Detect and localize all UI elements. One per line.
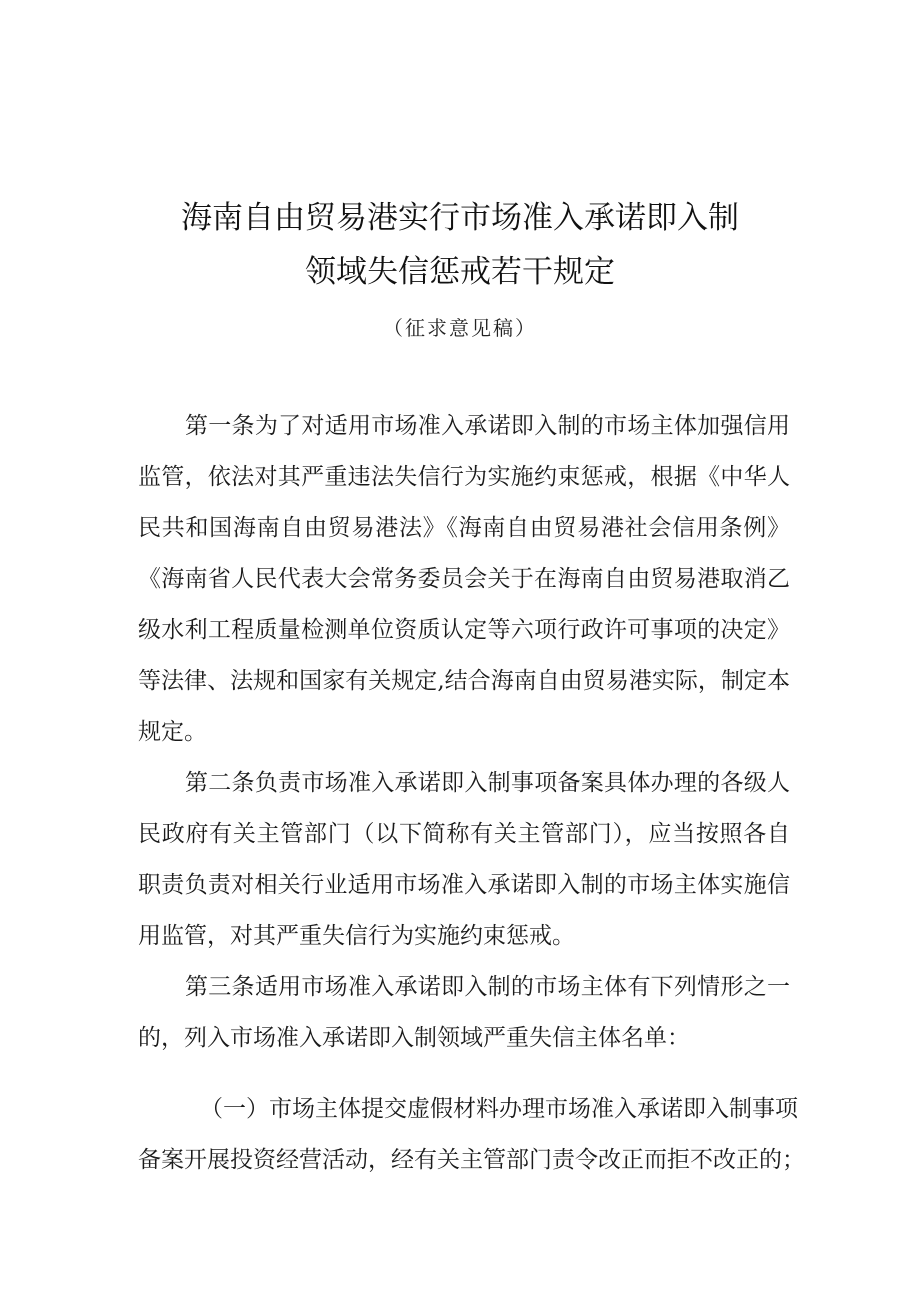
article-1-line-2: 监管，依法对其严重违法失信行为实施约束惩戒，根据《中华人 bbox=[138, 464, 790, 490]
article-1-line-7: 规定。 bbox=[138, 719, 207, 745]
article-1-line-6: 等法律、法规和国家有关规定,结合海南自由贸易港实际，制定本 bbox=[138, 668, 790, 694]
article-1-line-4: 《海南省人民代表大会常务委员会关于在海南自由贸易港取消乙 bbox=[138, 566, 790, 592]
article-1-line-1: 第一条为了对适用市场准入承诺即入制的市场主体加强信用 bbox=[185, 413, 790, 439]
document-subtitle: （征求意见稿） bbox=[383, 316, 537, 340]
item-1-line-2: 备案开展投资经营活动，经有关主管部门责令改正而拒不改正的； bbox=[138, 1147, 805, 1173]
article-2-line-1: 第二条负责市场准入承诺即入制事项备案具体办理的各级人 bbox=[185, 770, 790, 796]
item-1-line-1: （一）市场主体提交虚假材料办理市场准入承诺即入制事项 bbox=[200, 1096, 798, 1122]
document-title-line-2: 领域失信惩戒若干规定 bbox=[305, 254, 615, 290]
article-2-line-2: 民政府有关主管部门（以下简称有关主管部门），应当按照各自 bbox=[138, 821, 790, 847]
article-3-line-1: 第三条适用市场准入承诺即入制的市场主体有下列情形之一 bbox=[185, 974, 790, 1000]
article-1-line-5: 级水利工程质量检测单位资质认定等六项行政许可事项的决定》 bbox=[138, 617, 790, 643]
article-1-line-3: 民共和国海南自由贸易港法》《海南自由贸易港社会信用条例》 bbox=[138, 515, 790, 541]
article-3-line-2: 的，列入市场准入承诺即入制领域严重失信主体名单： bbox=[138, 1025, 690, 1051]
article-2-line-3: 职责负责对相关行业适用市场准入承诺即入制的市场主体实施信 bbox=[138, 872, 790, 898]
document-title-line-1: 海南自由贸易港实行市场准入承诺即入制 bbox=[181, 200, 739, 236]
article-2-line-4: 用监管，对其严重失信行为实施约束惩戒。 bbox=[138, 923, 575, 949]
